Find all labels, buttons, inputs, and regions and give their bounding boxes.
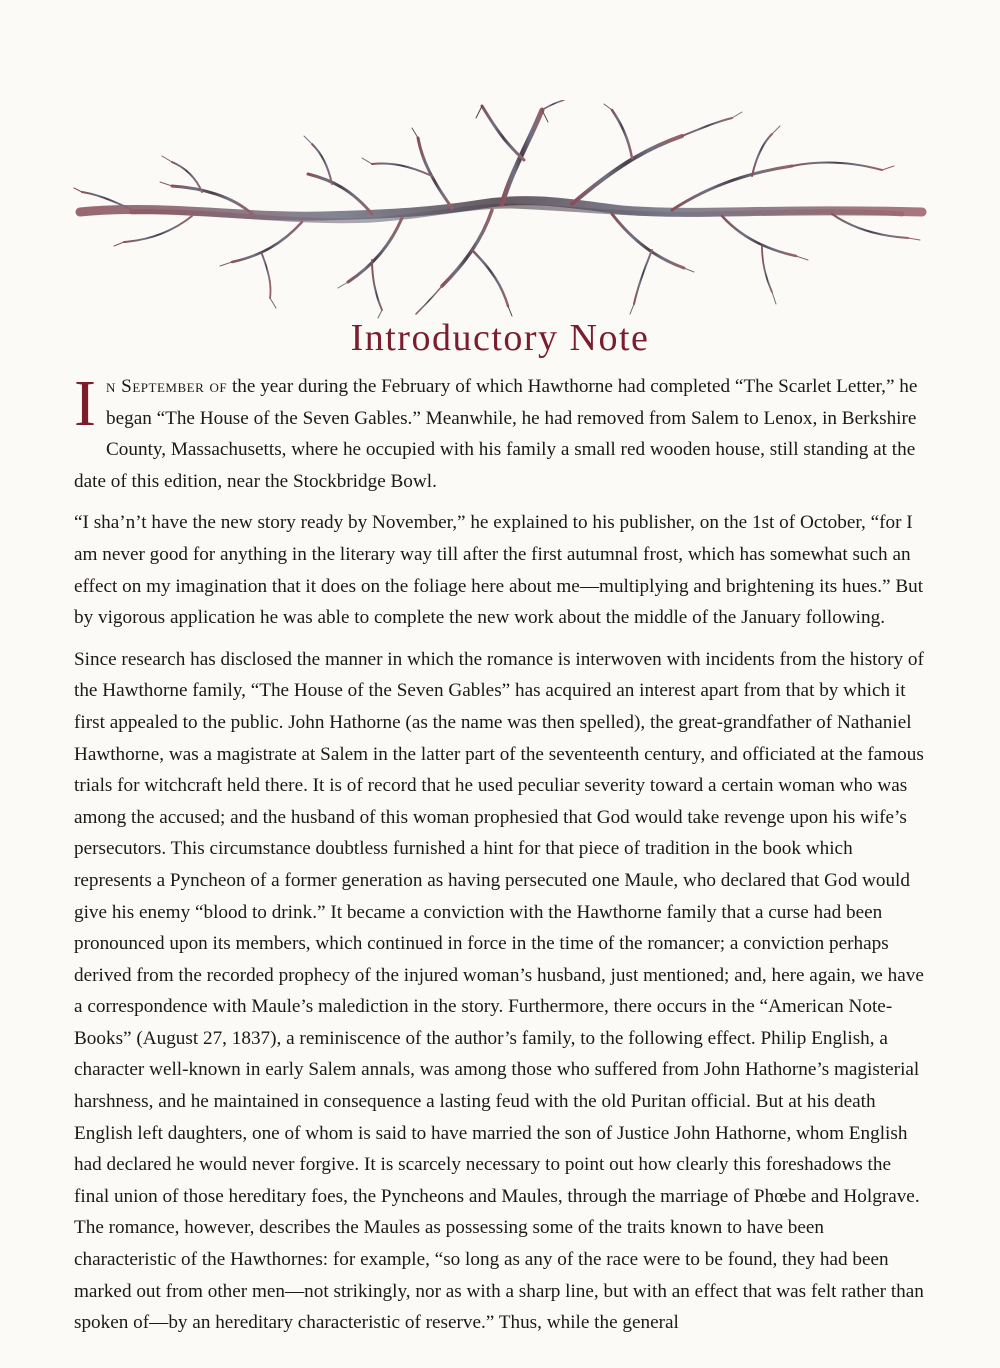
paragraph: “I sha’n’t have the new story ready by November,” he explained to his publisher, on the 1st of October, “for I am never good for anything in the literary way till after the first autumnal frost, which has somewhat such an effect on my imagination that it does on the foliage here about me—multiplying and brightening its hues.” But by vigorous application he was able to complete the new work about the middle of the January following. [74,512,924,629]
branch-ornament [72,100,928,320]
paragraph: Since research has disclosed the manner in which the romance is interwoven with incidents from the history of the Hawthorne family, “The House of the Seven Gables” has acquired an interest apart from that by which it first appealed to the public. John Hathorne (as the name was then spelled), the great-grandfather of Nathaniel Hawthorne, was a magistrate at Salem in the latter part of the seventeenth century, and officiated at the famous trials for witchcraft held there. It is of record that he used peculiar severity toward a certain woman who was among the accused; and the husband of this woman prophesied that God would take revenge upon his wife’s persecutors. This circumstance doubtless furnished a hint for that piece of tradition in the book which represents a Pyncheon of a former generation as having persecuted one Maule, who declared that God would give his enemy “blood to drink.” It became a conviction with the Hawthorne family that a curse had been pronounced upon its members, which continued in force in the time of the romancer; a conviction perhaps derived from the recorded prophecy of the injured woman’s husband, just mentioned; and, here again, we have a correspondence with Maule’s malediction in the story. Furthermore, there occurs in the “American Note-Books” (August 27, 1837), a reminiscence of the author’s family, to the following effect. Philip English, a character well-known in early Salem annals, was among those who suffered from John Hathorne’s magisterial harshness, and he maintained in consequence a lasting feud with the old Puritan official. But at his death English left daughters, one of whom is said to have married the son of Justice John Hathorne, whom English had declared he would never forgive. It is scarcely necessary to point out how clearly this foreshadows the final union of those hereditary foes, the Pyncheons and Maules, through the marriage of Phœbe and Holgrave. The romance, however, describes the Maules as possessing some of the traits known to have been characteristic of the Hawthornes: for example, “so long as any of the race were to be found, they had been marked out from other men—not strikingly, nor as with a sharp line, but with an effect that was felt rather than spoken of—by an hereditary characteristic of reserve.” Thus, while the general [74,648,924,1334]
small-caps-lead: n September of [105,376,228,397]
drop-cap: I [74,367,96,440]
body-text [74,367,926,1349]
intro-text: the year during the February of which Hawthorne had completed “The Scarlet Letter,” he began “The House of the Seven Gables.” Meanwhile, he had removed from Salem to Lenox, in Berkshire County, Massachusetts, where he occupied with his family a small red wooden house, still standing at the date of this edition, near the Stockbridge Bowl. [74,376,918,492]
page-title: Introductory Note [350,317,650,359]
intro-paragraph [74,367,926,497]
